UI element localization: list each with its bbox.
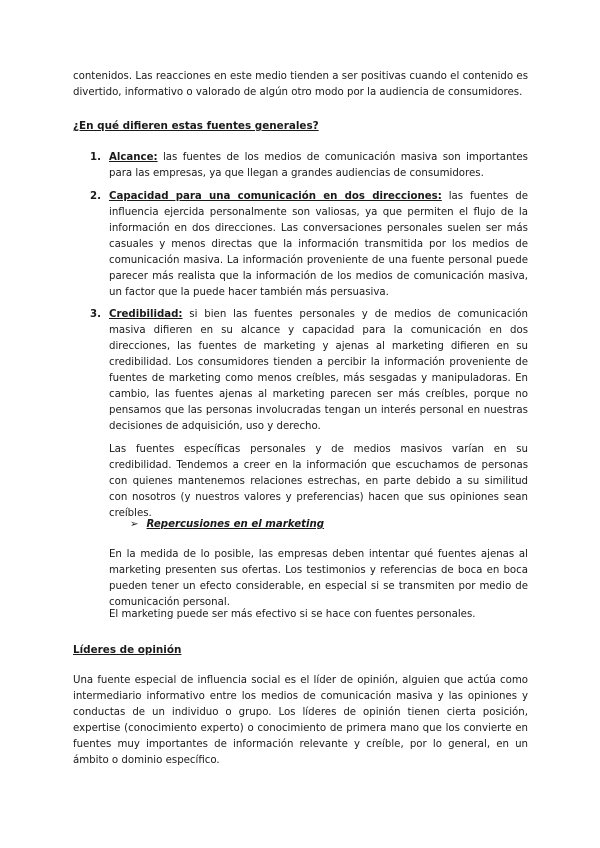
section-heading-differences: ¿En qué difieren estas fuentes generales? [73, 120, 319, 132]
intro-paragraph: contenidos. Las reacciones en este medio tienden a ser positivas cuando el contenido es divertido, informativo o valorado de algún otro modo por la audiencia de consumidores. [73, 71, 528, 98]
marketing-paragraph-2: El marketing puede ser más efectivo si se hace con fuentes personales. [109, 609, 476, 620]
list-item-alcance [109, 150, 528, 182]
arrow-bullet-icon: ➢ [130, 519, 139, 530]
list-item-term: Capacidad para una comunicación en dos direcciones: [109, 191, 442, 202]
list-number: 1. [90, 152, 101, 163]
list-item-text: si bien las fuentes personales y de medios de comunicación masiva difieren en su alcance y capacidad para la comunicación en dos direcciones, las fuentes de marketing y ajenas al marketing difieren en su credibilidad. Los consumidores tienden a percibir la información proveniente de fuentes de marketing como menos creíbles, más sesgadas y manipuladoras. En cambio, las fuentes ajenas al marketing parecen ser más creíbles, porque no pensamos que las personas involucradas tengan un interés personal en nuestras decisiones de adquisición, uso y derecho. [109, 309, 528, 432]
list-item-term: Alcance: [109, 152, 158, 163]
opinion-leaders-paragraph: Una fuente especial de influencia social es el líder de opinión, alguien que actúa como intermediario informativo entre los medios de comunicación masiva y las opiniones y conductas de un individuo o grupo. Los líderes de opinión tienen cierta posición, expertise (conocimiento experto) o conocimiento de primera mano que los convierte en fuentes muy importantes de información relevante y creíble, por lo general, en un ámbito o dominio específico. [73, 675, 528, 766]
list-item-text: las fuentes de influencia ejercida personalmente son valiosas, ya que permiten el flujo de la información en dos direcciones. Las conversaciones personales suelen ser más casuales y menos directas que la información transmitida por los medios de comunicación masiva. La información proveniente de una fuente personal puede parecer más realista que la información de los medios de comunicación masiva, un factor que la puede hacer también más persuasiva. [109, 191, 528, 298]
subsection-heading [130, 517, 324, 533]
marketing-paragraph: En la medida de lo posible, las empresas deben intentar qué fuentes ajenas al marketing presenten sus ofertas. Los testimonios y referencias de boca en boca pueden tener un efecto considerable, en especial si se transmiten por medio de comunicación personal. [109, 549, 528, 608]
list-number: 3. [90, 309, 101, 320]
list-number: 2. [90, 191, 101, 202]
section-heading-opinion-leaders: Líderes de opinión [73, 644, 182, 656]
list-item-term: Credibilidad: [109, 309, 183, 320]
subsection-heading-label: Repercusiones en el marketing [146, 519, 325, 530]
credibility-paragraph: Las fuentes específicas personales y de medios masivos varían en su credibilidad. Tendemos a creer en la información que escuchamos de personas con quienes mantenemos relaciones estrechas, en parte debido a su similitud con nosotros (y nuestros valores y preferencias) hacen que sus opiniones sean creíbles. [109, 444, 528, 519]
list-item-capacidad [109, 189, 528, 301]
list-item-credibilidad [109, 307, 528, 435]
list-item-text: las fuentes de los medios de comunicación masiva son importantes para las empresas, ya que llegan a grandes audiencias de consumidores. [109, 152, 528, 179]
